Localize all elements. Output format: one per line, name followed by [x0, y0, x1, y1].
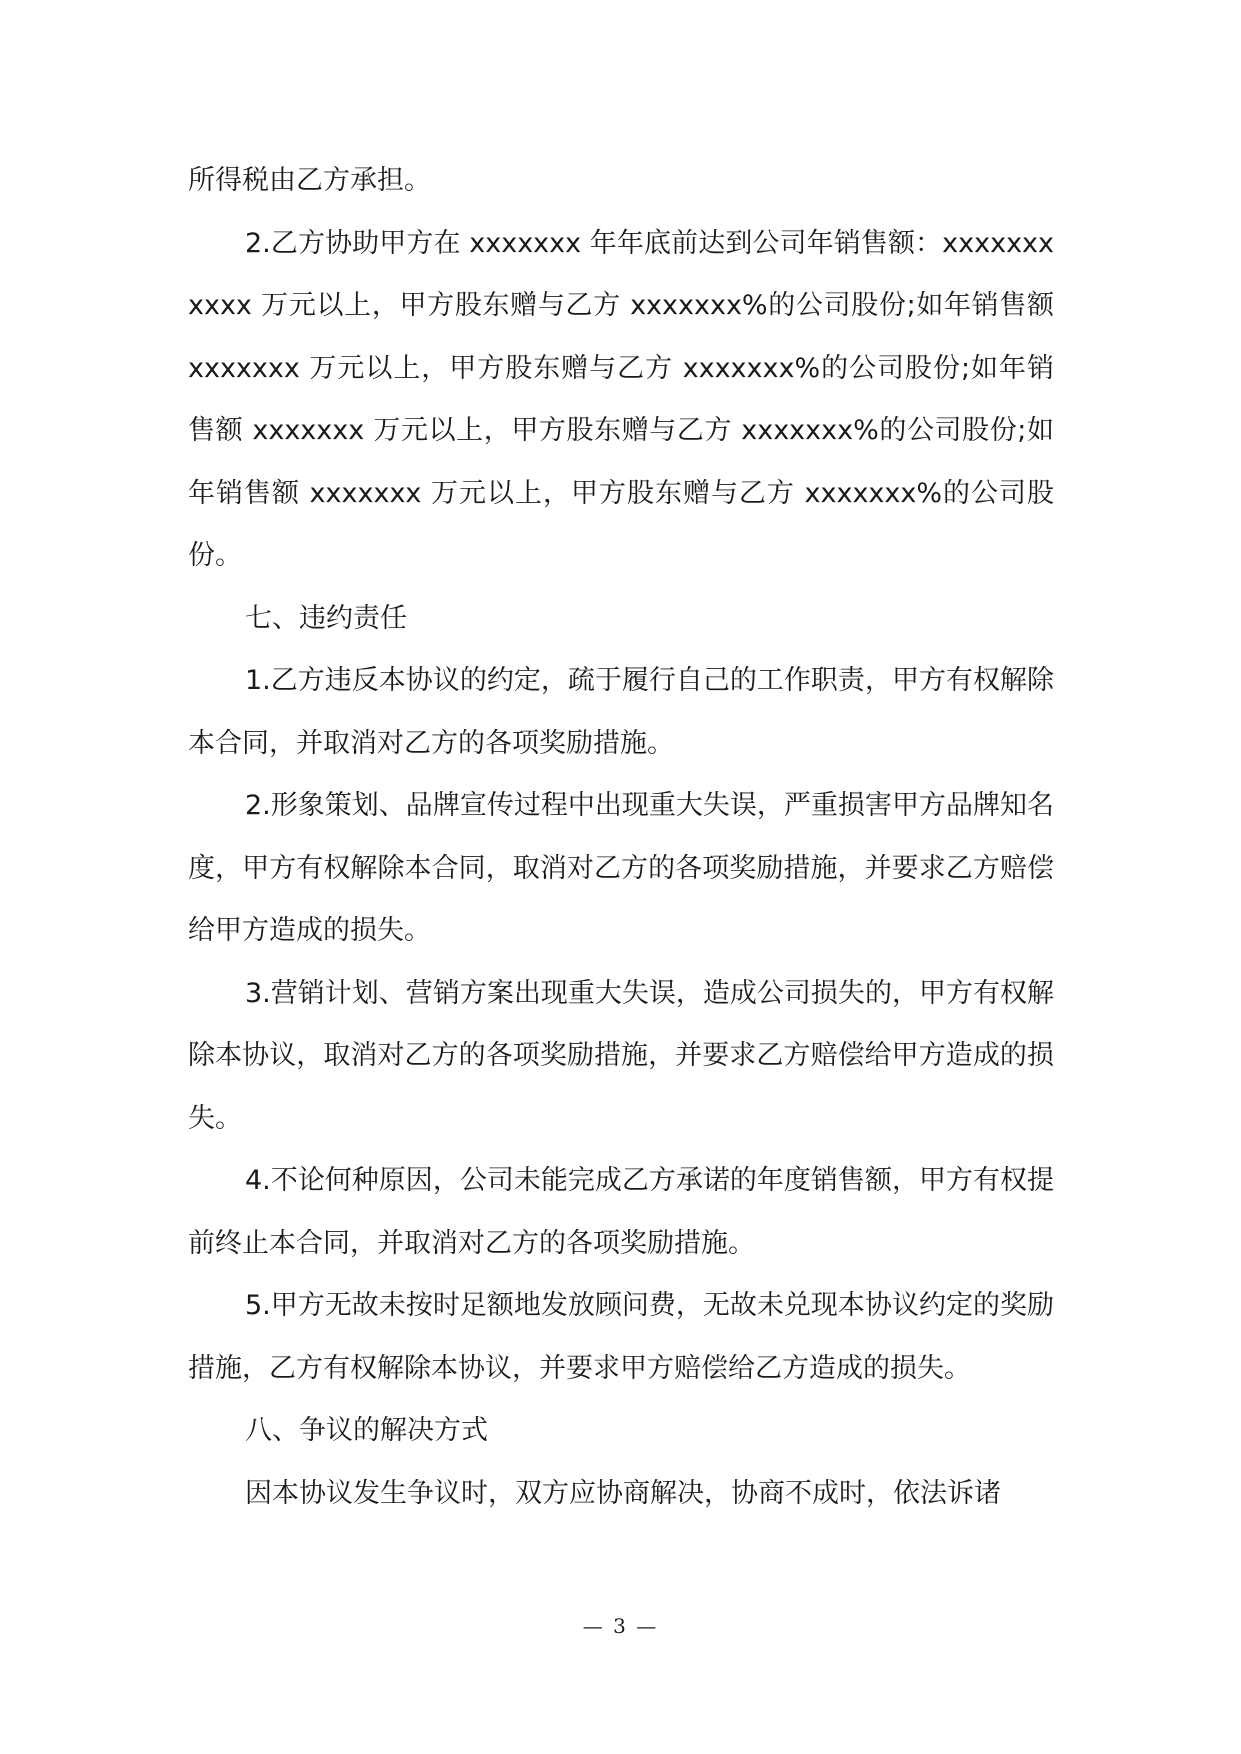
section-heading-breach-liability: 七、违约责任 [245, 602, 407, 634]
document-body [188, 150, 1054, 1525]
paragraph-breach-item-1: 1.乙方违反本协议的约定，疏于履行自己的工作职责，甲方有权解除本合同，并取消对乙方的各项奖励措施。 [188, 665, 1054, 759]
page-number: — 3 — [582, 1614, 659, 1638]
paragraph-sales-share-bonus: 2.乙方协助甲方在 xxxxxxx 年年底前达到公司年销售额：xxxxxxxxxxx 万元以上，甲方股东赠与乙方 xxxxxxx%的公司股份;如年销售额 xxxxxxx 万元以上，甲方股东赠与乙方 xxxxxxx%的公司股份;如年销售额 xxxxxxx 万元以上，甲方股东赠与乙方 xxxxxxx%的公司股份;如年销售额 xxxxxxx 万元以上，甲方股东赠与乙方 xxxxxxx%的公司股份。 [188, 227, 1054, 571]
section-heading-dispute-resolution: 八、争议的解决方式 [245, 1415, 488, 1446]
paragraph-breach-item-5: 5.甲方无故未按时足额地发放顾问费，无故未兑现本协议约定的奖励措施，乙方有权解除本协议，并要求甲方赔偿给乙方造成的损失。 [188, 1290, 1054, 1384]
paragraph-breach-item-4: 4.不论何种原因，公司未能完成乙方承诺的年度销售额，甲方有权提前终止本合同，并取消对乙方的各项奖励措施。 [188, 1165, 1054, 1259]
paragraph-breach-item-2: 2.形象策划、品牌宣传过程中出现重大失误，严重损害甲方品牌知名度，甲方有权解除本合同，取消对乙方的各项奖励措施，并要求乙方赔偿给甲方造成的损失。 [188, 790, 1054, 946]
paragraph-tax-continuation: 所得税由乙方承担。 [188, 165, 431, 196]
paragraph-dispute-resolution: 因本协议发生争议时，双方应协商解决，协商不成时，依法诉诸 [245, 1477, 1001, 1509]
paragraph-breach-item-3: 3.营销计划、营销方案出现重大失误，造成公司损失的，甲方有权解除本协议，取消对乙方的各项奖励措施，并要求乙方赔偿给甲方造成的损失。 [188, 977, 1054, 1134]
